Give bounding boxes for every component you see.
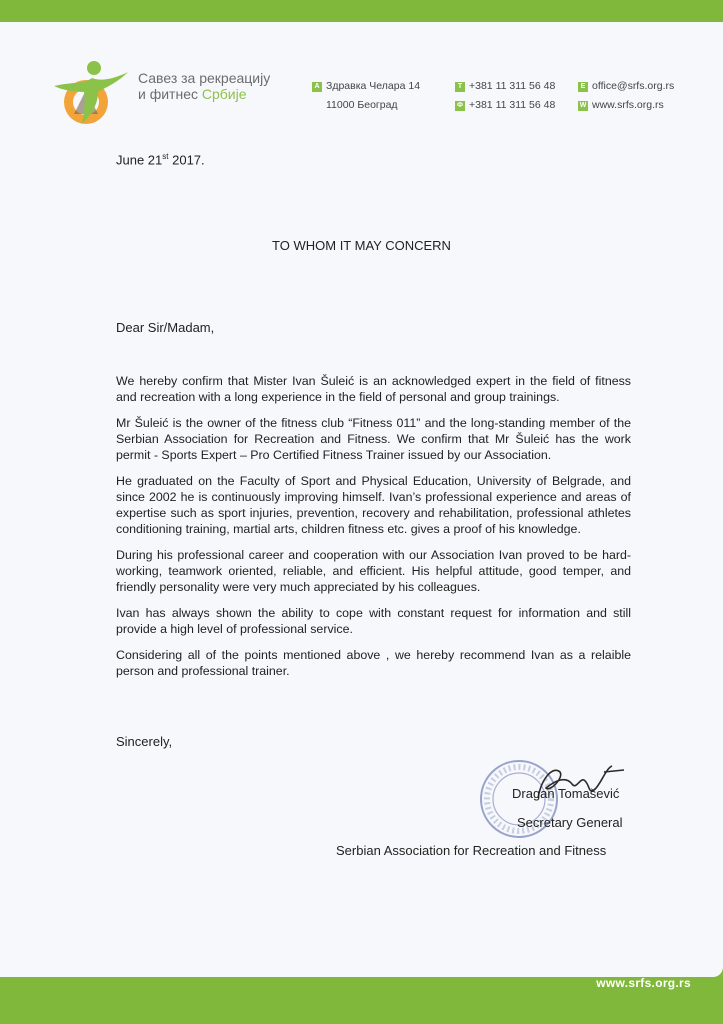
email-address: office@srfs.org.rs (592, 80, 675, 92)
org-name-line2b: Србије (201, 86, 247, 102)
web-icon: W (579, 101, 587, 109)
footer-website: www.srfs.org.rs (596, 976, 691, 990)
phone-block (455, 77, 555, 115)
paragraph: He graduated on the Faculty of Sport and Physical Education, University of Belgrade, and since 2002 he is continuously improving himself. Ivan’s professional experience and areas of expertise such as sport injuries, prevention, recovery and rehabilitation, professional athletes conditioning training, martial arts, children fitness etc. gives a proof of his knowledge. (116, 474, 631, 536)
address-block (312, 77, 420, 115)
organization-name (138, 70, 270, 102)
signer-role: Secretary General (517, 815, 623, 830)
paragraph: Ivan has always shown the ability to cope with constant request for information and still provide a high level of professional service. (116, 606, 631, 636)
email-icon: E (578, 82, 588, 92)
paragraph: During his professional career and cooperation with our Association Ivan proved to be hard-working, teamwork oriented, reliable, and efficient. His helpful attitude, good temper, and friendly personality were very much appreciated by his colleagues. (116, 548, 631, 594)
date-suffix: st (162, 152, 169, 161)
greeting: Dear Sir/Madam, (116, 320, 215, 335)
paragraph: Mr Šuleić is the owner of the fitness club “Fitness 011” and the long-standing member of the Serbian Association for Recreation and Fitness. We confirm that Mr Šuleić has the work permit - Sports Expert – Pro Certified Fitness Trainer issued by our Association. (116, 416, 631, 462)
fax-number: +381 11 311 56 48 (469, 99, 556, 111)
org-name-line2 (138, 86, 270, 102)
org-name-line1: Савез за рекреацију (138, 70, 271, 86)
letter-title: TO WHOM IT MAY CONCERN (272, 238, 451, 253)
org-name-line2a: и фитнес (138, 86, 202, 102)
signer-organization: Serbian Association for Recreation and Fitness (336, 843, 607, 858)
phone-number: +381 11 311 56 48 (469, 80, 556, 92)
fax-icon: Ф (455, 101, 465, 111)
date-year: 2017. (168, 152, 205, 168)
closing: Sincerely, (116, 734, 173, 749)
address-line1: Здравка Челара 14 (326, 80, 421, 92)
online-block (578, 77, 674, 115)
phone-icon: Т (455, 82, 465, 92)
paragraph: We hereby confirm that Mister Ivan Šuleić is an acknowledged expert in the field of fitness and recreation with a long experience in the field of personal and group trainings. (116, 374, 631, 404)
address-line2: 11000 Београд (326, 99, 398, 111)
address-icon: А (312, 82, 322, 92)
signer-name: Dragan Tomašević (512, 786, 620, 801)
website: www.srfs.org.rs (592, 99, 664, 111)
letter-sheet (0, 22, 723, 977)
letter-date (116, 152, 205, 167)
logo-figure-icon (46, 52, 136, 132)
letter-body (116, 373, 631, 689)
paragraph: Considering all of the points mentioned above , we hereby recommend Ivan as a relaible person and professional trainer. (116, 648, 631, 678)
date-main: June 21 (116, 152, 163, 168)
